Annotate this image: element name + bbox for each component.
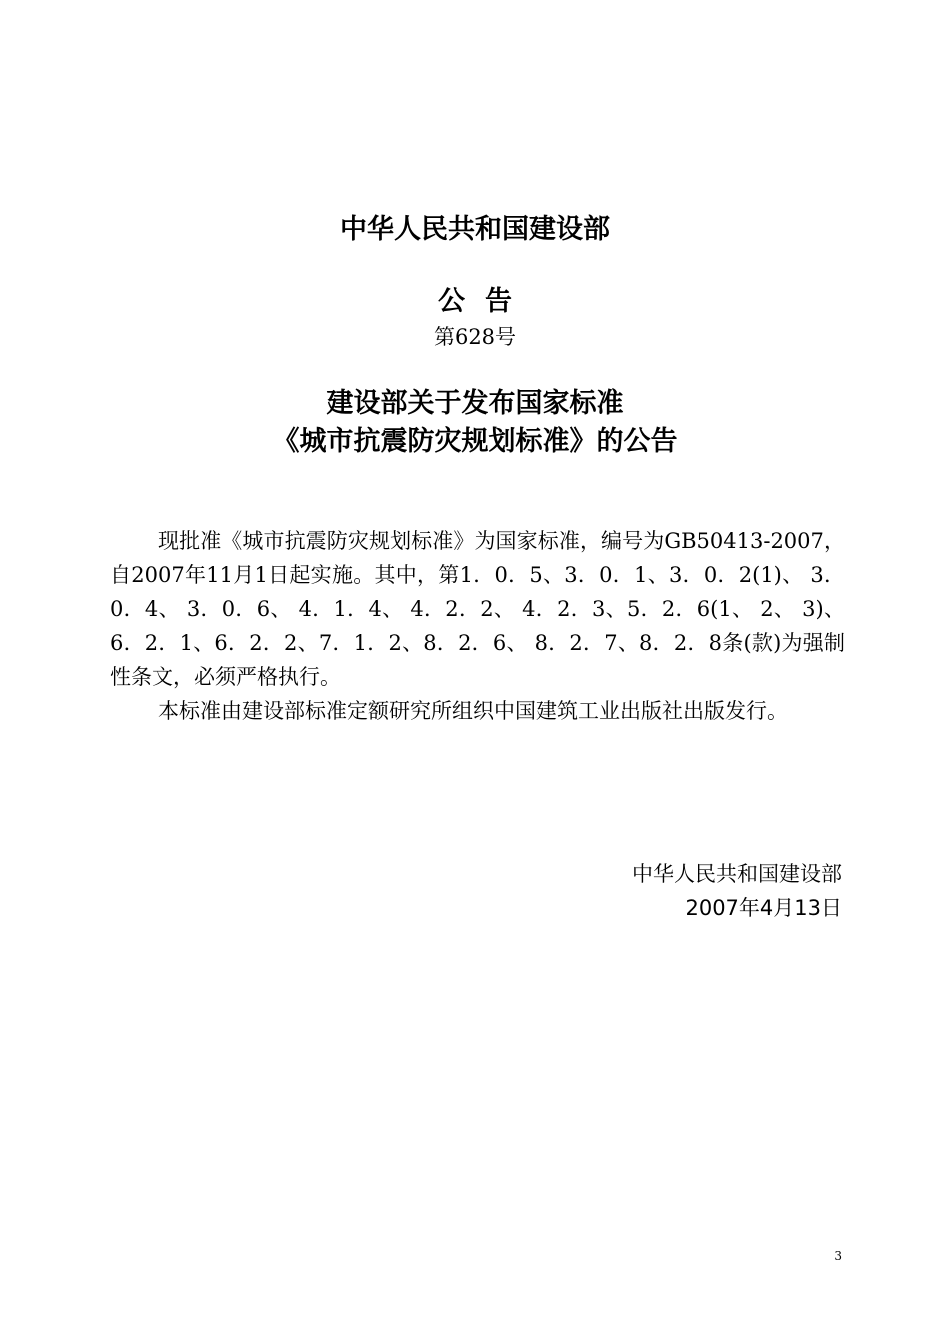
title-line-1: 建设部关于发布国家标准 xyxy=(326,388,624,419)
title-line-2: 《城市抗震防灾规划标准》的公告 xyxy=(272,426,678,457)
announcement-heading: 公告 xyxy=(438,286,532,317)
signature-organization: 中华人民共和国建设部 xyxy=(632,862,842,886)
body-paragraph-2: 本标准由建设部标准定额研究所组织中国建筑工业出版社出版发行。 xyxy=(158,699,788,723)
ministry-heading: 中华人民共和国建设部 xyxy=(340,214,610,245)
page-number: 3 xyxy=(834,1249,842,1263)
announcement-number: 第628号 xyxy=(433,325,517,349)
body-paragraph-1: 现批准《城市抗震防灾规划标准》为国家标准，编号为GB50413-2007，自2007年11月1日起实施。其中，第1．0．5、3．0．1、3．0．2(1)、 3．0．4、 3．0．6、 4．1．4、 4．2．2、 4．2．3、5．2．6(1、 2、 3)、6．2．1、6．2．2、7．1．2、8．2．6、 8．2．7、8．2．8条(款)为强制性条文，必须严格执行。 xyxy=(110,529,845,689)
signature-date: 2007年4月13日 xyxy=(685,896,842,920)
